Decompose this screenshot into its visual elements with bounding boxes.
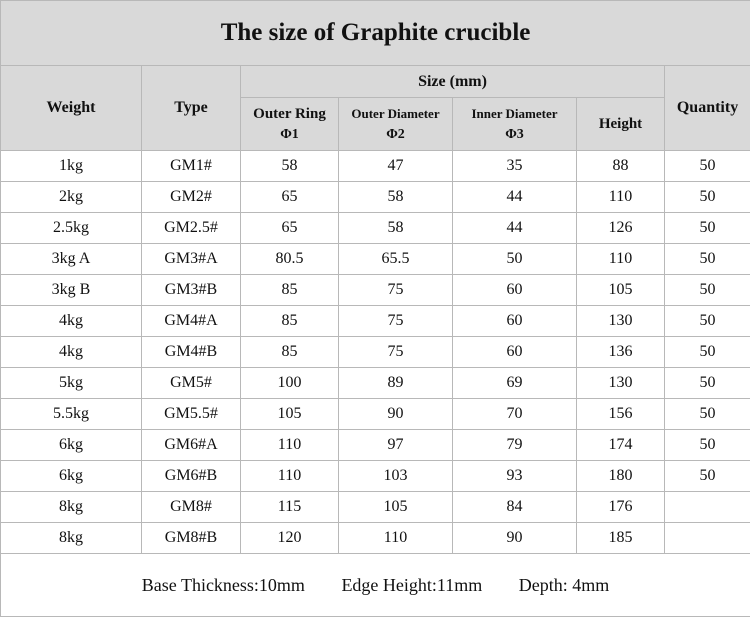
cell-outer-diameter: 75 (339, 306, 453, 337)
cell-inner-diameter: 69 (453, 368, 577, 399)
table-row (1, 213, 750, 244)
cell-inner-diameter: 35 (453, 151, 577, 182)
cell-outer-ring: 115 (241, 492, 339, 523)
cell-weight: 3kg A (1, 244, 142, 275)
cell-outer-ring: 65 (241, 213, 339, 244)
table-row (1, 430, 750, 461)
cell-height: 156 (577, 399, 665, 430)
table-row (1, 492, 750, 523)
cell-quantity: 50 (665, 213, 750, 244)
cell-quantity: 50 (665, 306, 750, 337)
cell-height: 88 (577, 151, 665, 182)
cell-weight: 2kg (1, 182, 142, 213)
cell-outer-diameter: 65.5 (339, 244, 453, 275)
cell-height: 110 (577, 244, 665, 275)
header-outer-diameter-label: Outer Diameter (351, 105, 440, 121)
cell-outer-diameter: 110 (339, 523, 453, 554)
cell-quantity: 50 (665, 461, 750, 492)
cell-weight: 6kg (1, 461, 142, 492)
cell-outer-diameter: 75 (339, 337, 453, 368)
cell-quantity: 50 (665, 182, 750, 213)
cell-type: GM3#A (142, 244, 241, 275)
cell-type: GM3#B (142, 275, 241, 306)
cell-weight: 5kg (1, 368, 142, 399)
cell-type: GM2# (142, 182, 241, 213)
cell-height: 176 (577, 492, 665, 523)
cell-inner-diameter: 60 (453, 275, 577, 306)
header-outer-ring-symbol: Φ1 (280, 126, 299, 142)
cell-outer-ring: 85 (241, 306, 339, 337)
header-outer-diameter-symbol: Φ2 (386, 126, 405, 142)
cell-quantity: 50 (665, 337, 750, 368)
header-type: Type (142, 66, 241, 151)
cell-inner-diameter: 50 (453, 244, 577, 275)
cell-outer-diameter: 47 (339, 151, 453, 182)
cell-height: 130 (577, 368, 665, 399)
header-quantity: Quantity (665, 66, 750, 151)
cell-weight: 3kg B (1, 275, 142, 306)
cell-height: 130 (577, 306, 665, 337)
cell-inner-diameter: 79 (453, 430, 577, 461)
header-inner-diameter-label: Inner Diameter (471, 105, 558, 121)
table-title: The size of Graphite crucible (1, 1, 750, 66)
table-row (1, 523, 750, 554)
cell-inner-diameter: 44 (453, 182, 577, 213)
cell-quantity: 50 (665, 151, 750, 182)
footer-notes (1, 554, 750, 617)
cell-inner-diameter: 44 (453, 213, 577, 244)
cell-weight: 2.5kg (1, 213, 142, 244)
cell-quantity (665, 523, 750, 554)
cell-inner-diameter: 70 (453, 399, 577, 430)
cell-outer-ring: 85 (241, 337, 339, 368)
cell-outer-diameter: 103 (339, 461, 453, 492)
cell-outer-diameter: 97 (339, 430, 453, 461)
cell-inner-diameter: 84 (453, 492, 577, 523)
cell-outer-diameter: 75 (339, 275, 453, 306)
table-row (1, 275, 750, 306)
footer-edge-height: Edge Height:11mm (341, 574, 483, 595)
cell-quantity: 50 (665, 399, 750, 430)
cell-type: GM4#A (142, 306, 241, 337)
header-weight: Weight (1, 66, 142, 151)
table-row (1, 306, 750, 337)
cell-type: GM8# (142, 492, 241, 523)
cell-type: GM1# (142, 151, 241, 182)
cell-inner-diameter: 90 (453, 523, 577, 554)
cell-inner-diameter: 60 (453, 337, 577, 368)
table-row (1, 182, 750, 213)
cell-height: 185 (577, 523, 665, 554)
cell-outer-ring: 100 (241, 368, 339, 399)
cell-weight: 4kg (1, 306, 142, 337)
cell-quantity: 50 (665, 368, 750, 399)
cell-weight: 8kg (1, 492, 142, 523)
cell-outer-ring: 110 (241, 461, 339, 492)
cell-inner-diameter: 93 (453, 461, 577, 492)
header-size-group: Size (mm) (241, 66, 665, 98)
cell-outer-diameter: 90 (339, 399, 453, 430)
cell-height: 174 (577, 430, 665, 461)
cell-height: 126 (577, 213, 665, 244)
cell-outer-diameter: 58 (339, 182, 453, 213)
cell-quantity: 50 (665, 275, 750, 306)
cell-outer-ring: 80.5 (241, 244, 339, 275)
table-row (1, 461, 750, 492)
cell-weight: 4kg (1, 337, 142, 368)
table-row (1, 368, 750, 399)
cell-outer-diameter: 58 (339, 213, 453, 244)
header-outer-diameter (339, 98, 453, 151)
header-inner-diameter-symbol: Φ3 (505, 126, 524, 142)
table-row (1, 244, 750, 275)
cell-outer-ring: 85 (241, 275, 339, 306)
table-row (1, 399, 750, 430)
cell-quantity (665, 492, 750, 523)
cell-type: GM5.5# (142, 399, 241, 430)
cell-outer-diameter: 89 (339, 368, 453, 399)
cell-inner-diameter: 60 (453, 306, 577, 337)
cell-height: 105 (577, 275, 665, 306)
cell-outer-ring: 105 (241, 399, 339, 430)
cell-weight: 6kg (1, 430, 142, 461)
footer-base-thickness: Base Thickness:10mm (141, 574, 305, 595)
cell-height: 136 (577, 337, 665, 368)
header-inner-diameter (453, 98, 577, 151)
cell-type: GM6#A (142, 430, 241, 461)
cell-height: 180 (577, 461, 665, 492)
cell-weight: 1kg (1, 151, 142, 182)
footer-depth: Depth: 4mm (518, 574, 610, 595)
cell-type: GM2.5# (142, 213, 241, 244)
cell-outer-ring: 110 (241, 430, 339, 461)
header-outer-ring (241, 98, 339, 151)
cell-outer-diameter: 105 (339, 492, 453, 523)
cell-quantity: 50 (665, 244, 750, 275)
cell-type: GM6#B (142, 461, 241, 492)
cell-outer-ring: 58 (241, 151, 339, 182)
table-row (1, 337, 750, 368)
cell-height: 110 (577, 182, 665, 213)
header-outer-ring-label: Outer Ring (253, 105, 326, 122)
cell-type: GM8#B (142, 523, 241, 554)
cell-type: GM5# (142, 368, 241, 399)
cell-weight: 8kg (1, 523, 142, 554)
cell-type: GM4#B (142, 337, 241, 368)
header-height: Height (577, 98, 665, 151)
cell-outer-ring: 65 (241, 182, 339, 213)
table-row (1, 151, 750, 182)
cell-outer-ring: 120 (241, 523, 339, 554)
cell-quantity: 50 (665, 430, 750, 461)
cell-weight: 5.5kg (1, 399, 142, 430)
